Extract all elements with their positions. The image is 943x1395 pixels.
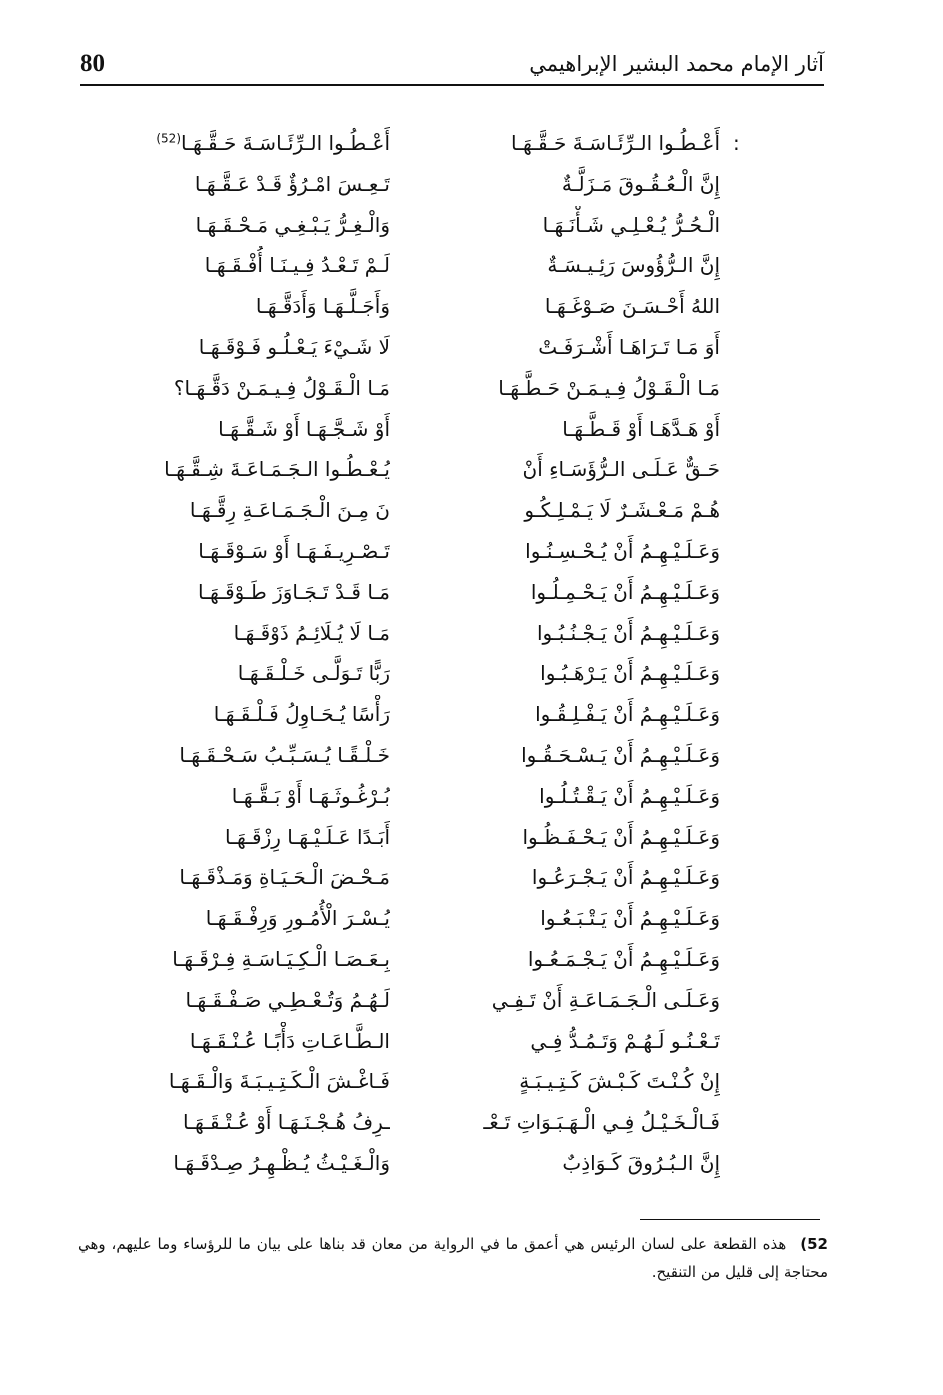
verse-first-hemistich: وَعَـلَـيْـهِـمُ أَنْ يَـحْـمِـلُـوا — [530, 580, 720, 604]
verse-first-hemistich: وَعَـلَـيْـهِـمُ أَنْ يَـتْـبَـعُـوا — [540, 906, 720, 930]
speaker-colon: : — [733, 131, 740, 155]
verse-second-hemistich: مَـحْـضَ الْـحَـيَـاةِ وَمَـذْقَـهَـا — [179, 865, 390, 889]
running-title: آثار الإمام محمد البشير الإبراهيمي — [529, 52, 824, 76]
verse-row — [100, 654, 720, 692]
verse-second-hemistich — [100, 124, 390, 162]
verse-second-hemistich: خَـلْـقًـا يُـسَـبِّـبُ سَـحْـقَـهَـا — [179, 743, 390, 767]
verse-row — [100, 246, 720, 284]
verse-row — [100, 858, 720, 896]
verse-first-hemistich: إِنَّ الـرُّؤُوسَ رَئِـيـسَـةٌ — [547, 253, 720, 277]
verse-first-hemistich: أَوَ مَـا تَـرَاهَـا أَشْـرَفَـتْ — [538, 335, 720, 359]
verse-second-hemistich: مَـا لَا يُـلَائِـمُ ذَوْقَـهَـا — [233, 621, 390, 645]
verse-second-hemistich: تَـعِـسَ امْـرُؤٌ قَـدْ عَـقَّـهَـا — [194, 172, 390, 196]
verse-row — [100, 410, 720, 448]
verse-second-hemistich: مَـا قَـدْ تَـجَـاوَزَ طَـوْقَـهَـا — [198, 580, 390, 604]
verse-row — [100, 1022, 720, 1060]
verse-row — [100, 818, 720, 856]
verse-first-hemistich: وَعَـلَـيْـهِـمُ أَنْ يَـجْـمَـعُـوا — [527, 947, 720, 971]
verse-row — [100, 614, 720, 652]
verse-second-hemistich: لَا شَـيْءَ يَـعْـلُـو فَـوْقَـهَـا — [198, 335, 390, 359]
verse-first-hemistich: حَـقٌّ عَـلَـى الـرُّؤَسَـاءِ أَنْ — [522, 457, 720, 481]
verse-first-hemistich: وَعَـلَـيْـهِـمُ أَنْ يَـجْـنُـبُـوا — [536, 621, 720, 645]
verse-first-hemistich: مَـا الْـقَـوْلُ فِـيـمَـنْ حَـطَّـهَـا — [498, 376, 720, 400]
verse-first-hemistich: وَعَـلَـيْـهِـمُ أَنْ يَـرْهَـبُـوا — [540, 661, 720, 685]
verse-row — [100, 165, 720, 203]
verse-first-hemistich: تَـعْـنُـو لَـهُـمْ وَتَـمُـدُّ فِـي — [530, 1029, 720, 1053]
verse-row — [100, 1144, 720, 1182]
verse-first-hemistich: وَعَـلَـيْـهِـمُ أَنْ يَـحْـفَـظُـوا — [522, 825, 720, 849]
verse-second-hemistich: وَالْـغِـرُّ يَـبْـغِـي مَـحْـقَـهَـا — [195, 213, 390, 237]
verse-first-hemistich: أَوْ هَـدَّهَـا أَوْ قَـطَّـهَـا — [562, 417, 720, 441]
verse-second-hemistich: وَأَجَـلَّـهَـا وَأَدَقَّـهَـا — [255, 294, 390, 318]
verse-first-hemistich: إِنَّ الْـعُـقُـوقَ مَـزَلَّـةٌ — [561, 172, 720, 196]
verse-second-hemistich: أَبَـدًا عَـلَـيْـهَـا رِزْقَـهَـا — [225, 825, 390, 849]
verse-second-hemistich: يُـسْـرَ الْأُمُـورِ وَرِفْـقَـهَـا — [205, 906, 390, 930]
verse-first-hemistich: اللهُ أَحْـسَـنَ صَـوْغَـهَـا — [544, 294, 720, 318]
verse-first-hemistich: أَعْـطُـوا الـرِّئَـاسَـةَ حَـقَّـهَـا — [511, 131, 720, 155]
verse-second-hemistich: بِـعَـصَـا الْـكِـيَـاسَـةِ فِـرْقَـهَـا — [172, 947, 390, 971]
verse-second-hemistich: بُـرْغُـوثَـهَـا أَوْ بَـقَّـهَـا — [231, 784, 390, 808]
footnote-text: هذه القطعة على لسان الرئيس هي أعمق ما في الرواية من معان قد بناها على بيان ما للرؤساء وما عليهم، وهي محتاجة إلى قليل من التنقيح. — [78, 1235, 828, 1281]
verse-row — [100, 287, 720, 325]
verse-row — [100, 206, 720, 244]
verse-first-hemistich: فَـالْـخَـيْـلُ فِـي الْـهَـبَـوَاتِ تَـعْـ — [483, 1110, 720, 1134]
verse-first-hemistich: وَعَـلَـيْـهِـمُ أَنْ يَـقْـتُـلُـوا — [539, 784, 720, 808]
page-number: 80 — [80, 50, 105, 77]
verse-second-hemistich: أَوْ شَـجَّـهَـا أَوْ شَـقَّـهَـا — [218, 417, 390, 441]
verse-first-hemistich: وَعَـلَـيْـهِـمُ أَنْ يَـسْـحَـقُـوا — [521, 743, 720, 767]
verse-row — [100, 981, 720, 1019]
verse-second-hemistich: نَ مِـنَ الْـجَـمَـاعَـةِ رِقَّـهَـا — [189, 498, 390, 522]
verse-second-hemistich: فَـاغْـشَ الْـكَـتِـيـبَـةَ وَالْـقَـهَـا — [168, 1069, 390, 1093]
page-header — [80, 46, 824, 86]
verse-row — [100, 124, 720, 162]
verse-first-hemistich: وَعَـلَـيْـهِـمُ أَنْ يَـفْـلِـقُـوا — [535, 702, 720, 726]
verse-second-hemistich: رَبًّا تَـوَلَّـى خَـلْـقَـهَـا — [237, 661, 390, 685]
verse-row — [100, 695, 720, 733]
verse-row — [100, 1103, 720, 1141]
verse-row — [100, 328, 720, 366]
verse-row — [100, 369, 720, 407]
verse-second-hemistich: الـطَّـاعَـاتِ دَأْبًـا عُـنْـقَـهَـا — [189, 1029, 390, 1053]
verse-second-hemistich-text: أَعْـطُـوا الـرِّئَـاسَـةَ حَـقَّـهَـا — [181, 131, 390, 155]
verse-first-hemistich: وَعَـلَـيْـهِـمُ أَنْ يُـحْـسِـنُـوا — [525, 539, 720, 563]
verse-second-hemistich: مَـا الْـقَـوْلُ فِـيـمَـنْ دَقَّـهَـا؟ — [173, 376, 390, 400]
verse-first-hemistich: الْـحُـرُّ يُـعْـلِـي شَـأْنَـهَـا — [542, 213, 720, 237]
verse-row — [100, 573, 720, 611]
verse-first-hemistich: وَعَـلَـى الْـجَـمَـاعَـةِ أَنْ تَـفِـي — [491, 988, 720, 1012]
verse-row — [100, 777, 720, 815]
verse-second-hemistich: وَالْـغَـيْـثُ يُـظْـهِـرُ صِـدْقَـهَـا — [173, 1151, 390, 1175]
verse-first-hemistich: إِنَّ الـبُـرُوقَ كَـوَاذِبٌ — [562, 1151, 720, 1175]
footnote-reference: (52) — [156, 131, 181, 146]
verse-second-hemistich: يُـعْـطُـوا الـجَـمَـاعَـةَ شِـقَّـهَـا — [164, 457, 390, 481]
verse-row — [100, 940, 720, 978]
footnote-number: 52) — [800, 1235, 828, 1253]
verse-row — [100, 450, 720, 488]
verse-second-hemistich: تَـصْـرِيـفَـهَـا أَوْ سَـوْقَـهَـا — [198, 539, 390, 563]
verse-second-hemistich: ـرِفُ هُـجْـنَـهَـا أَوْ عُـتْـقَـهَـا — [183, 1110, 390, 1134]
header-rule — [80, 84, 824, 86]
footnote — [78, 1230, 828, 1286]
verse-row — [100, 736, 720, 774]
verse-row — [100, 899, 720, 937]
verse-row — [100, 491, 720, 529]
verse-first-hemistich: إِنْ كُـنْـتَ كَـبْـشَ كَـتِـيـبَـةٍ — [519, 1069, 720, 1093]
verse-row — [100, 1062, 720, 1100]
verse-first-hemistich: هُـمْ مَـعْـشَـرٌ لَا يَـمْـلِـكُـو — [524, 498, 720, 522]
verse-second-hemistich: رَأْسًا يُـحَـاوِلُ فَـلْـقَـهَـا — [213, 702, 390, 726]
verse-second-hemistich: لَـمْ تَـعْـدُ فِـيـنَـا أُفْـقَـهَـا — [204, 253, 390, 277]
verse-second-hemistich: لَـهُـمُ وَتُـعْـطِـي صَـفْـقَـهَـا — [185, 988, 390, 1012]
verse-first-hemistich: وَعَـلَـيْـهِـمُ أَنْ يَـجْـرَعُـوا — [531, 865, 720, 889]
footnote-rule — [640, 1219, 820, 1220]
verse-row — [100, 532, 720, 570]
